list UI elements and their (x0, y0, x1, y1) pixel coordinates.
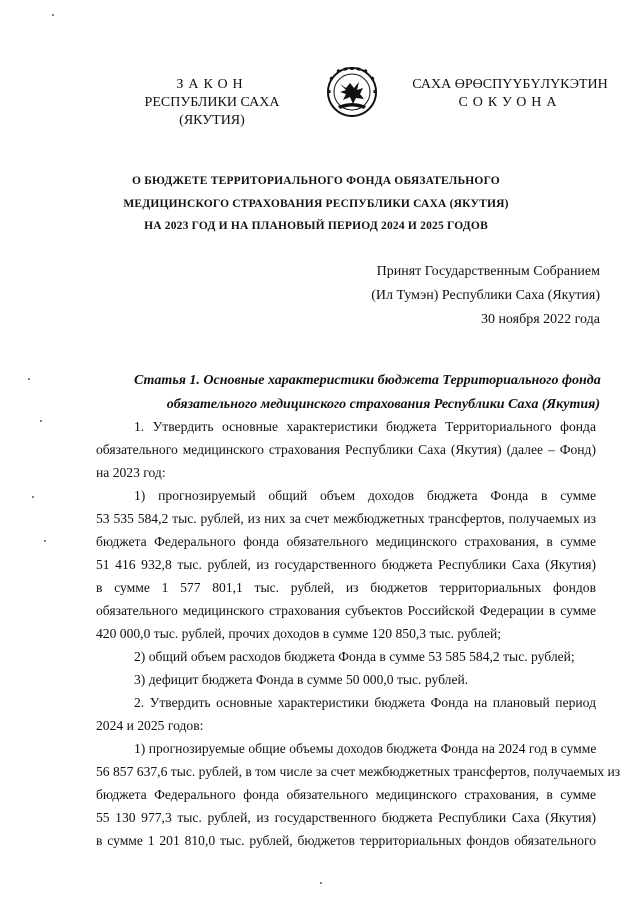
body-line: 53 535 584,2 тыс. рублей, из них за счет межбюджетных трансфертов, получаемых из (96, 511, 596, 526)
law-label-sakha: СОКУОНА (458, 95, 562, 110)
header-right (412, 76, 608, 112)
article-heading-line-2: обязательного медицинского страхования Республики Саха (Якутия) (166, 397, 600, 412)
republic-name-ru: РЕСПУБЛИКИ САХА (ЯКУТИЯ) (144, 95, 280, 128)
body-line: 1. Утвердить основные характеристики бюджета Территориального фонда (134, 419, 596, 434)
body-line: обязательного медицинского страхования Республики Саха (Якутия) (далее – Фонд) (96, 442, 596, 457)
body-line: 1) прогнозируемые общие объемы доходов бюджета Фонда на 2024 год в сумме (134, 741, 597, 756)
adoption-date: 30 ноября 2022 года (480, 312, 600, 327)
scan-speck (52, 14, 54, 16)
body-line: 51 416 932,8 тыс. рублей, из государственного бюджета Республики Саха (Якутия) (96, 557, 596, 572)
law-label: ЗАКОН (176, 77, 248, 92)
body-line: 3) дефицит бюджета Фонда в сумме 50 000,0 тыс. рублей. (134, 672, 469, 687)
republic-name-sakha: САХА ӨРӨСПҮҮБҮЛҮКЭТИН (412, 77, 608, 92)
body-line: 2) общий объем расходов бюджета Фонда в сумме 53 585 584,2 тыс. рублей; (134, 649, 575, 664)
adoption-line-2: (Ил Тумэн) Республики Саха (Якутия) (371, 288, 600, 303)
scan-speck (28, 378, 30, 380)
body-line: бюджета Федерального фонда обязательного медицинского страхования, в сумме (96, 787, 596, 802)
scan-speck (32, 496, 34, 498)
body-line: 2. Утвердить основные характеристики бюджета Фонда на плановый период (134, 695, 596, 710)
yakutia-coat-of-arms-icon (326, 66, 378, 118)
body-line: обязательного медицинского страхования субъектов Российской Федерации в сумме (96, 603, 596, 618)
document-title-line-1: О БЮДЖЕТЕ ТЕРРИТОРИАЛЬНОГО ФОНДА ОБЯЗАТЕЛЬНОГО (132, 175, 500, 187)
body-line: 1) прогнозируемый общий объем доходов бюджета Фонда в сумме (134, 488, 596, 503)
body-line: 420 000,0 тыс. рублей, прочих доходов в сумме 120 850,3 тыс. рублей; (96, 626, 502, 641)
scan-speck (320, 882, 322, 884)
body-line: в сумме 1 577 801,1 тыс. рублей, из бюджетов территориальных фондов (96, 580, 596, 595)
body-line: 56 857 637,6 тыс. рублей, в том числе за счет межбюджетных трансфертов, получаемых из (96, 764, 621, 779)
scan-speck (40, 420, 42, 422)
article-heading-line-1: Статья 1. Основные характеристики бюджета Территориального фонда (134, 373, 601, 388)
body-line: 55 130 977,3 тыс. рублей, из государственного бюджета Республики Саха (Якутия) (96, 810, 596, 825)
body-line: бюджета Федерального фонда обязательного медицинского страхования, в сумме (96, 534, 596, 549)
header-left (112, 76, 312, 130)
adoption-line-1: Принят Государственным Собранием (376, 264, 600, 279)
scan-speck (44, 540, 46, 542)
body-line: на 2023 год: (96, 465, 166, 480)
body-line: 2024 и 2025 годов: (96, 718, 204, 733)
document-title-line-2: МЕДИЦИНСКОГО СТРАХОВАНИЯ РЕСПУБЛИКИ САХА (ЯКУТИЯ) (123, 198, 509, 210)
body-line: в сумме 1 201 810,0 тыс. рублей, бюджетов территориальных фондов обязательного (96, 833, 596, 848)
document-title-line-3: НА 2023 ГОД И НА ПЛАНОВЫЙ ПЕРИОД 2024 И 2025 ГОДОВ (144, 220, 488, 232)
